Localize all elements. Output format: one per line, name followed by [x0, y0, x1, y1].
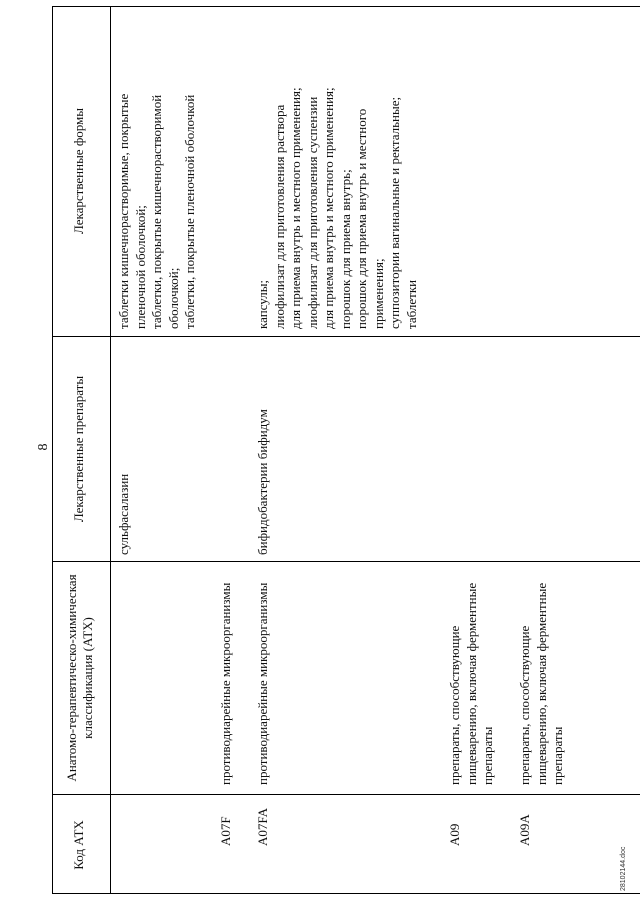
document-footer: 28102144.doc [620, 846, 627, 891]
header-divider [110, 7, 111, 894]
row-2-name: противодиарейные микроорганизмы [218, 582, 233, 785]
row-3-drug: бифидобактерии бифидум [255, 409, 270, 555]
column-divider-2 [52, 561, 640, 562]
row-4-code: A09 [447, 823, 462, 846]
row-5-name: препараты, способствующие пищеварению, включая ферментные препараты [517, 582, 565, 785]
row-4-name: препараты, способствующие пищеварению, включая ферментные препараты [447, 582, 495, 785]
table-border-right [52, 6, 640, 7]
row-1-drug: сульфасалазин [116, 473, 131, 555]
page-number: 8 [36, 443, 51, 451]
table-border-top [52, 7, 53, 894]
row-1-forms: таблетки кишечнорастворимые, покрытые пленочной оболочкой; таблетки, покрытые кишечнорастворимой оболочкой; таблетки, покрытые пленочной оболочкой [116, 93, 197, 329]
column-divider-1 [52, 794, 640, 795]
header-drugs: Лекарственные препараты [71, 375, 86, 523]
header-classification: Анатомо-терапевтическо-химическая классификация (АТХ) [64, 574, 95, 782]
header-forms: Лекарственные формы [71, 107, 86, 235]
row-5-code: A09A [517, 814, 532, 846]
table-border-left [52, 893, 640, 894]
row-3-name: противодиарейные микроорганизмы [255, 582, 270, 785]
row-2-code: A07F [218, 816, 233, 846]
header-code: Код АТХ [71, 820, 86, 870]
column-divider-3 [52, 336, 640, 337]
row-3-code: A07FA [255, 807, 270, 846]
row-3-forms: капсулы; лиофилизат для приготовления раствора для приема внутрь и местного применения; лиофилизат для приготовления суспензии для приема внутрь и местного применения; порошок для приема внутрь; порошок для приема внутрь и местного применения; суппозитории вагинальные и ректальные; таблетки [255, 87, 419, 329]
